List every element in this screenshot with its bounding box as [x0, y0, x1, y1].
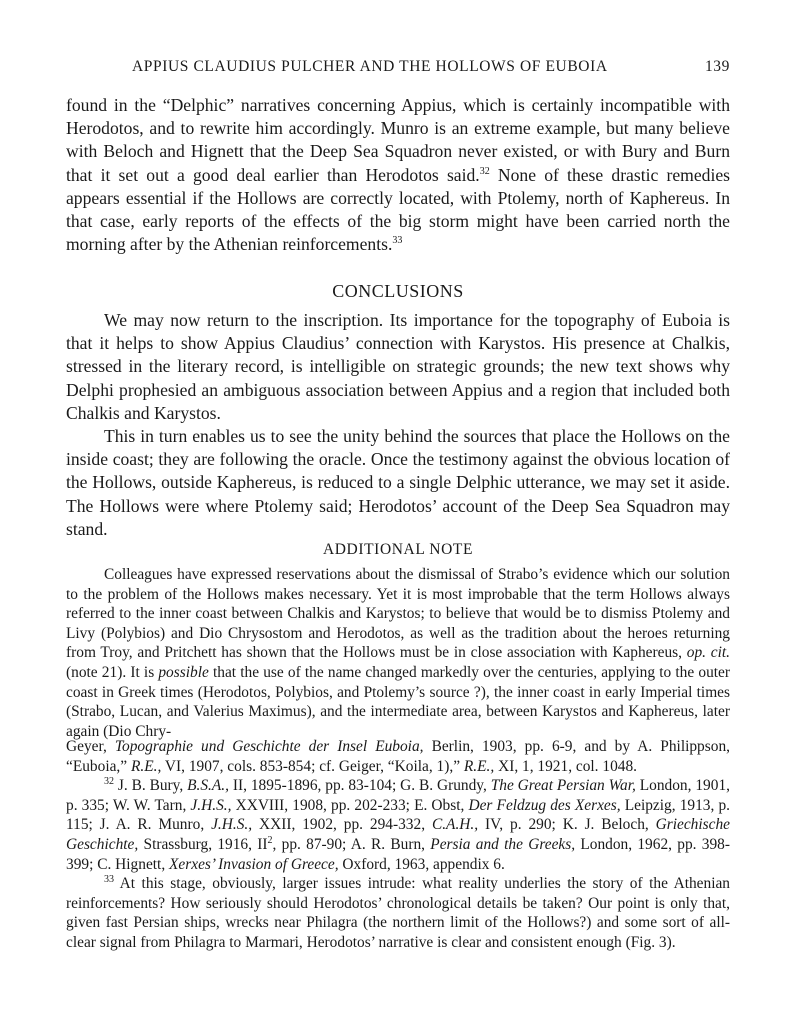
footnote-number: 33 [104, 874, 114, 886]
footnote-continued: Geyer, Topographie und Geschichte der Insel Euboia, Berlin, 1903, pp. 6-9, and by A. Philippson, “Euboia,” R.E., VI, 1907, cols. 853-854; cf. Geiger, “Koila, 1),” R.E., XI, 1, 1921, col. 1048. [66, 738, 730, 775]
body-paragraph: found in the “Delphic” narratives concerning Appius, which is certainly incompatible with Herodotos, and to rewrite him accordingly. Munro is an extreme example, but many believe with Beloch and Hignett that the Deep Sea Squadron never existed, or with Bury and Burn that it set out a good deal earlier than Herodotos said.$^{32}$ None of these drastic remedies appears essential if the Hollows are correctly located, with Ptolemy, north of Kaphereus. In that case, early reports of the effects of the big storm might have been carried north the morning after by the Athenian reinforcements.$^{33}$ [66, 95, 730, 255]
body-section-conclusions [66, 309, 730, 541]
footnote-32: $^{32}$ J. B. Bury, B.S.A., II, 1895-1896, pp. 83-104; G. B. Grundy, The Great Persian War, London, 1901, p. 335; W. W. Tarn, J.H.S., XXVIII, 1908, pp. 202-233; E. Obst, Der Feldzug des Xerxes, Leipzig, 1913, p. 115; J. A. R. Munro, J.H.S., XXII, 1902, pp. 294-332, C.A.H., IV, p. 290; K. J. Beloch, Griechische Geschichte, Strassburg, 1916, $II^2$, pp. 87-90; A. R. Burn, Persia and the Greeks, London, 1962, pp. 398-399; C. Hignett, Xerxes’ Invasion of Greece, Oxford, 1963, appendix 6. [66, 776, 731, 873]
footnote-33: $^{33}$ At this stage, obviously, larger issues intrude: what reality underlies the story of the Athenian reinforcements? How seriously should Herodotos’ chronological details be taken? Our point is only that, given fast Persian ships, wrecks near Philagra (the northern limit of the Hollows?) and some sort of all-clear signal from Philagra to Marmari, Herodotos’ narrative is clear and consistent enough (Fig. 3). [66, 874, 730, 951]
body-paragraph: We may now return to the inscription. Its importance for the topography of Euboia is that it helps to show Appius Claudius’ connection with Karystos. His presence at Chalkis, stressed in the literary record, is intelligible on strategic grounds; the new text shows why Delphi prophesied an ambiguous association between Appius and a region that included both Chalkis and Karystos. [66, 310, 730, 423]
additional-note [66, 565, 730, 741]
section-heading-additional-note: ADDITIONAL NOTE [322, 541, 474, 558]
body-paragraph: This in turn enables us to see the unity behind the sources that place the Hollows on the inside coast; they are following the oracle. Once the testimony against the obvious location of the Hollows, outside Kaphereus, is reduced to a single Delphic utterance, we may set it aside. The Hollows were where Ptolemy said; Herodotos’ account of the Deep Sea Squadron may stand. [66, 426, 730, 539]
footnote-number: 32 [104, 776, 114, 788]
running-head [66, 58, 730, 80]
footnote-ref[interactable]: 33 [392, 235, 403, 247]
running-title: APPIUS CLAUDIUS PULCHER AND THE HOLLOWS OF EUBOIA [132, 58, 608, 75]
footnotes [66, 737, 730, 953]
section-heading-conclusions: CONCLUSIONS [332, 281, 464, 301]
page-number: 139 [704, 58, 730, 75]
note-paragraph: Colleagues have expressed reservations about the dismissal of Strabo’s evidence which our solution to the problem of the Hollows makes necessary. Yet it is most improbable that the term Hollows always referred to the inner coast between Chalkis and Karystos; to believe that would be to dismiss Ptolemy and Livy (Polybios) and Dio Chrysostom and Herodotos, as well as the tradition about the heroes returning from Troy, and Pritchett has shown that the Hollows must be in close association with Kaphereus, op. cit. (note 21). It is possible that the use of the name changed markedly over the centuries, applying to the outer coast in Greek times (Herodotos, Polybios, and Ptolemy’s source ?), the inner coast in early Imperial times (Strabo, Lucan, and Valerius Maximus), and the intermediate area, between Karystos and Kaphereus, later again (Dio Chry- [66, 566, 730, 740]
body-section-top [66, 94, 730, 256]
footnote-ref[interactable]: 32 [479, 165, 490, 177]
